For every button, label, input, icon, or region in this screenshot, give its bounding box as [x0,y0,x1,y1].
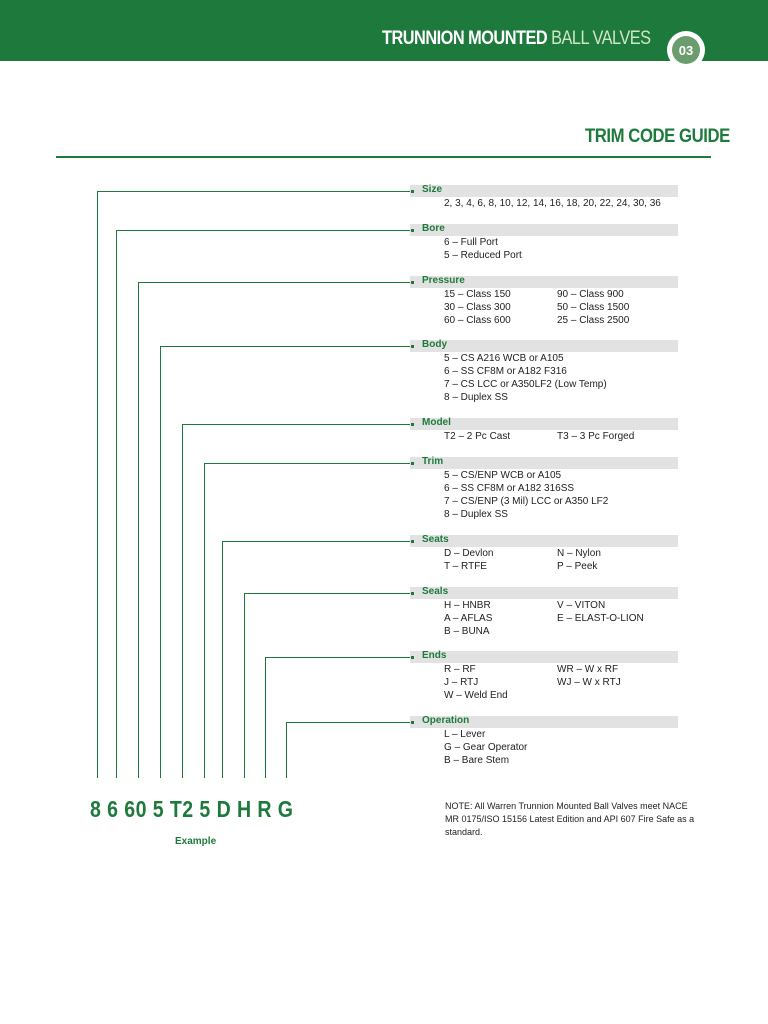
option-text: L – Lever [444,729,486,740]
option-text: 60 – Class 600 [444,315,511,326]
connector-vertical [116,230,117,778]
connector-vertical [138,282,139,778]
section-bar-seals [410,587,678,599]
page-header [0,0,768,61]
option-text: T2 – 2 Pc Cast [444,431,511,442]
page-number: 03 [672,36,700,64]
heading-divider [56,156,711,158]
option-text: 8 – Duplex SS [444,509,508,520]
connector-horizontal [222,541,410,542]
connector-vertical [160,346,161,778]
option-text: H – HNBR [444,600,491,611]
option-text: W – Weld End [444,690,508,701]
section-bar-ends [410,651,678,663]
section-bar-seats [410,535,678,547]
option-text: 15 – Class 150 [444,289,511,300]
connector-dot [411,281,414,284]
header-title-accent: BALL VALVES [551,28,651,49]
option-text: 6 – Full Port [444,237,498,248]
option-text: 6 – SS CF8M or A182 316SS [444,483,575,494]
connector-vertical [97,191,98,778]
connector-horizontal [116,230,410,231]
connector-dot [411,462,414,465]
option-text: D – Devlon [444,548,494,559]
section-bar-size [410,185,678,197]
connector-dot [411,592,414,595]
page-title: TRIM CODE GUIDE [585,126,730,147]
option-text: 2, 3, 4, 6, 8, 10, 12, 14, 16, 18, 20, 22, 24, 30, 36 [444,198,661,209]
option-text: J – RTJ [444,677,479,688]
connector-dot [411,190,414,193]
section-label: Trim [422,456,444,467]
section-label: Pressure [422,275,465,286]
section-label: Model [422,417,451,428]
option-text: 5 – CS A216 WCB or A105 [444,353,564,364]
section-label: Bore [422,223,445,234]
option-text: G – Gear Operator [444,742,528,753]
option-text: 30 – Class 300 [444,302,511,313]
connector-horizontal [286,722,410,723]
option-text: WJ – W x RTJ [557,677,621,688]
connector-horizontal [97,191,410,192]
section-label: Size [422,184,443,195]
option-text: B – Bare Stem [444,755,510,766]
connector-vertical [244,593,245,778]
option-text: 5 – CS/ENP WCB or A105 [444,470,562,481]
connector-horizontal [244,593,410,594]
option-text: N – Nylon [557,548,601,559]
option-text: V – VITON [557,600,606,611]
compliance-note: NOTE: All Warren Trunnion Mounted Ball Valves meet NACE MR 0175/ISO 15156 Latest Edition and API 607 Fire Safe as a standard. [445,801,695,837]
connector-dot [411,229,414,232]
connector-horizontal [138,282,410,283]
section-label: Operation [422,715,470,726]
option-text: 7 – CS/ENP (3 Mil) LCC or A350 LF2 [444,496,609,507]
option-text: 90 – Class 900 [557,289,624,300]
header-title [382,28,651,50]
connector-dot [411,540,414,543]
section-label: Seats [422,534,449,545]
page-number-badge [667,31,705,69]
section-label: Ends [422,650,447,661]
connector-vertical [265,657,266,778]
option-text: WR – W x RF [557,664,619,675]
option-text: 7 – CS LCC or A350LF2 (Low Temp) [444,379,607,390]
section-bar-body [410,340,678,352]
connector-dot [411,721,414,724]
option-text: T – RTFE [444,561,487,572]
connector-vertical [286,722,287,778]
option-text: A – AFLAS [444,613,493,624]
connector-horizontal [204,463,410,464]
connector-dot [411,345,414,348]
section-label: Body [422,339,447,350]
connector-horizontal [265,657,410,658]
connector-horizontal [182,424,410,425]
example-label: Example [175,836,217,847]
section-bar-bore [410,224,678,236]
option-text: 5 – Reduced Port [444,250,522,261]
option-text: B – BUNA [444,626,490,637]
connector-vertical [182,424,183,778]
option-text: P – Peek [557,561,598,572]
connector-horizontal [160,346,410,347]
connector-dot [411,423,414,426]
option-text: R – RF [444,664,476,675]
option-text: 6 – SS CF8M or A182 F316 [444,366,567,377]
header-title-main: TRUNNION MOUNTED [382,28,548,49]
section-bar-model [410,418,678,430]
option-text: E – ELAST-O-LION [557,613,644,624]
option-text: 8 – Duplex SS [444,392,508,403]
option-text: T3 – 3 Pc Forged [557,431,635,442]
connector-vertical [222,541,223,778]
connector-vertical [204,463,205,778]
connector-dot [411,656,414,659]
example-code: 8 6 60 5 T2 5 D H R G [90,796,294,822]
option-text: 50 – Class 1500 [557,302,630,313]
section-label: Seals [422,586,449,597]
section-bar-trim [410,457,678,469]
option-text: 25 – Class 2500 [557,315,630,326]
section-bar-pressure [410,276,678,288]
section-bar-operation [410,716,678,728]
